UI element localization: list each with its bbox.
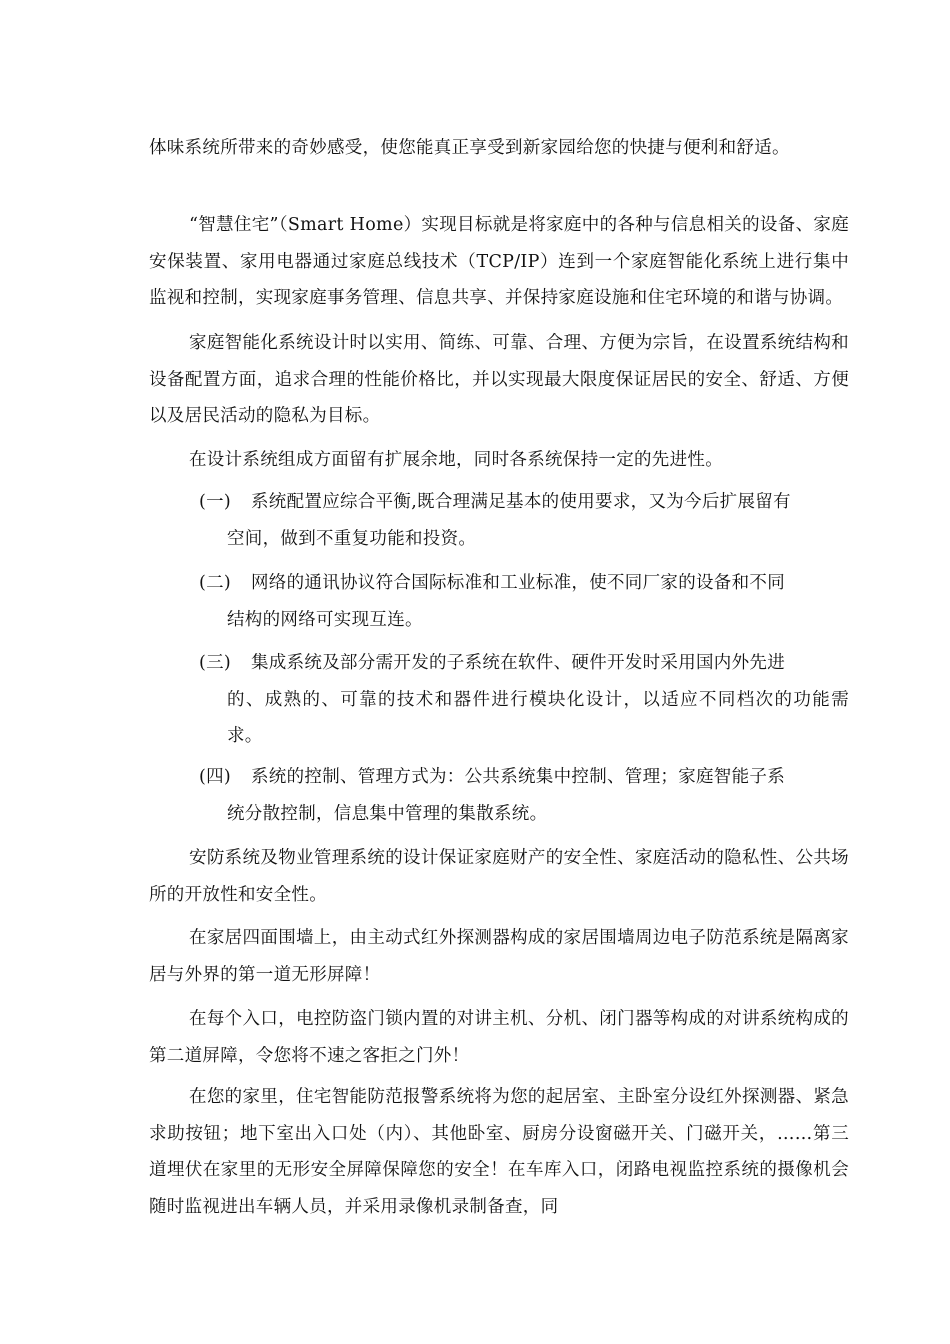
- list-item-2: [199, 565, 849, 638]
- paragraph-continuation: 体味系统所带来的奇妙感受，使您能真正享受到新家园给您的快捷与便利和舒适。: [149, 138, 790, 158]
- list-marker: (四): [199, 767, 232, 787]
- paragraph-security-design: 安防系统及物业管理系统的设计保证家庭财产的安全性、家庭活动的隐私性、公共场所的开放性和安全性。: [149, 848, 849, 905]
- list-item-text-continued: 结构的网络可实现互连。: [227, 609, 423, 630]
- paragraph-third-barrier: 在您的家里，住宅智能防范报警系统将为您的起居室、主卧室分设红外探测器、紧急求助按钮；地下室出入口处（内）、其他卧室、厨房分设窗磁开关、门磁开关，……第三道埋伏在家里的无形安全屏障保障您的安全！在车库入口，闭路电视监控系统的摄像机会随时监视进出车辆人员，并采用录像机录制备查，同: [149, 1087, 849, 1217]
- list-item-text-continued: 的、成熟的、可靠的技术和器件进行模块化设计，以适应不同档次的功能需求。: [227, 689, 849, 746]
- list-item-text: 网络的通讯协议符合国际标准和工业标准，使不同厂家的设备和不同: [251, 573, 785, 593]
- list-marker: (三): [199, 653, 232, 673]
- list-item-text: 系统的控制、管理方式为：公共系统集中控制、管理；家庭智能子系: [251, 767, 785, 787]
- paragraph-second-barrier: 在每个入口，电控防盗门锁内置的对讲主机、分机、闭门器等构成的对讲系统构成的第二道屏障，令您将不速之客拒之门外！: [149, 1009, 849, 1066]
- paragraph-expansion: 在设计系统组成方面留有扩展余地，同时各系统保持一定的先进性。: [189, 450, 723, 470]
- paragraph-first-barrier: 在家居四面围墙上，由主动式红外探测器构成的家居围墙周边电子防范系统是隔离家居与外界的第一道无形屏障！: [149, 928, 849, 985]
- list-item-text-continued: 统分散控制，信息集中管理的集散系统。: [227, 803, 548, 824]
- list-item-text: 集成系统及部分需开发的子系统在软件、硬件开发时采用国内外先进: [251, 653, 785, 673]
- list-item-1: [199, 484, 849, 557]
- list-marker: (二): [199, 573, 232, 593]
- list-item-text: 系统配置应综合平衡,既合理满足基本的使用要求，又为今后扩展留有: [251, 492, 791, 512]
- paragraph-design-principles: 家庭智能化系统设计时以实用、简练、可靠、合理、方便为宗旨，在设置系统结构和设备配置方面，追求合理的性能价格比，并以实现最大限度保证居民的安全、舒适、方便以及居民活动的隐私为目标。: [149, 333, 849, 426]
- list-item-4: [199, 759, 849, 832]
- list-marker: (一): [199, 492, 232, 512]
- list-item-text-continued: 空间，做到不重复功能和投资。: [227, 528, 477, 549]
- paragraph-smart-home-goal: “智慧住宅”（Smart Home）实现目标就是将家庭中的各种与信息相关的设备、家庭安保装置、家用电器通过家庭总线技术（TCP/IP）连到一个家庭智能化系统上进行集中监视和控制，实现家庭事务管理、信息共享、并保持家庭设施和住宅环境的和谐与协调。: [149, 215, 849, 308]
- list-item-3: [199, 645, 849, 755]
